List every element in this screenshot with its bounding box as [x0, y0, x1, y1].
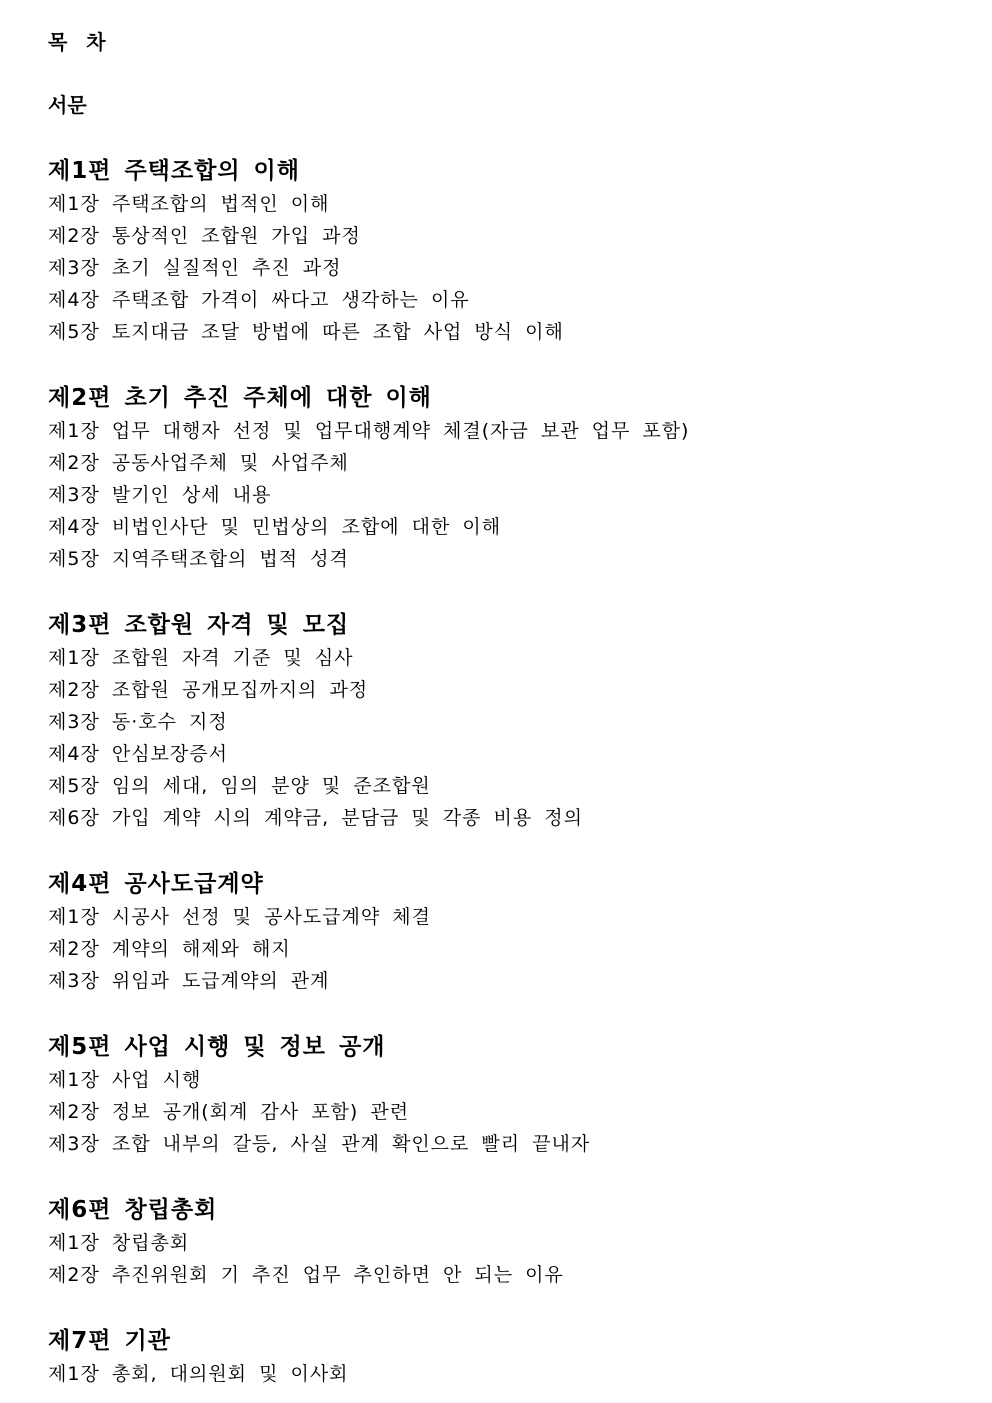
- chapter-item: 제3장 조합 내부의 갈등, 사실 관계 확인으로 빨리 끝내자: [48, 1133, 591, 1155]
- part-title: 제6편 창립총회: [48, 1197, 218, 1223]
- chapter-item: 제2장 계약의 해제와 해지: [48, 938, 291, 960]
- chapter-item: 제2장 통상적인 조합원 가입 과정: [48, 225, 361, 247]
- part-section: [48, 608, 968, 834]
- chapter-item: 제4장 주택조합 가격이 싸다고 생각하는 이유: [48, 289, 470, 311]
- part-title: 제1편 주택조합의 이해: [48, 158, 300, 184]
- part-title: 제5편 사업 시행 및 정보 공개: [48, 1034, 386, 1060]
- chapter-item: 제2장 정보 공개(회계 감사 포함) 관련: [48, 1101, 410, 1123]
- chapter-item: 제1장 시공사 선정 및 공사도급계약 체결: [48, 906, 431, 928]
- parts-list: [48, 154, 968, 1390]
- chapter-item: 제3장 초기 실질적인 추진 과정: [48, 257, 342, 279]
- chapter-item: 제4장 안심보장증서: [48, 743, 228, 765]
- part-section: [48, 1193, 968, 1291]
- chapter-item: 제1장 주택조합의 법적인 이해: [48, 193, 330, 215]
- part-title: 제7편 기관: [48, 1328, 171, 1354]
- chapter-item: 제1장 조합원 자격 기준 및 심사: [48, 647, 354, 669]
- part-title: 제4편 공사도급계약: [48, 871, 264, 897]
- chapter-item: 제3장 발기인 상세 내용: [48, 484, 272, 506]
- part-section: [48, 381, 968, 575]
- part-title: 제3편 조합원 자격 및 모집: [48, 612, 350, 638]
- chapter-item: 제1장 업무 대행자 선정 및 업무대행계약 체결(자금 보관 업무 포함): [48, 420, 690, 442]
- chapter-item: 제6장 가입 계약 시의 계약금, 분담금 및 각종 비용 정의: [48, 807, 583, 829]
- toc-title: 목 차: [48, 30, 112, 54]
- chapter-item: 제3장 위임과 도급계약의 관계: [48, 970, 330, 992]
- part-section: [48, 154, 968, 348]
- chapter-item: 제5장 지역주택조합의 법적 성격: [48, 548, 349, 570]
- chapter-item: 제2장 공동사업주체 및 사업주체: [48, 452, 349, 474]
- chapter-item: 제1장 창립총회: [48, 1232, 190, 1254]
- chapter-item: 제2장 조합원 공개모집까지의 과정: [48, 679, 369, 701]
- chapter-item: 제5장 임의 세대, 임의 분양 및 준조합원: [48, 775, 431, 797]
- chapter-item: 제3장 동·호수 지정: [48, 711, 228, 733]
- chapter-item: 제1장 사업 시행: [48, 1069, 202, 1091]
- part-title: 제2편 초기 추진 주체에 대한 이해: [48, 385, 432, 411]
- chapter-item: 제2장 추진위원회 기 추진 업무 추인하면 안 되는 이유: [48, 1264, 564, 1286]
- part-section: [48, 867, 968, 997]
- chapter-item: 제4장 비법인사단 및 민법상의 조합에 대한 이해: [48, 516, 502, 538]
- chapter-item: 제1장 총회, 대의원회 및 이사회: [48, 1363, 349, 1385]
- part-section: [48, 1030, 968, 1160]
- preface-heading: 서문: [48, 93, 87, 117]
- chapter-item: 제5장 토지대금 조달 방법에 따른 조합 사업 방식 이해: [48, 321, 564, 343]
- part-section: [48, 1324, 968, 1390]
- table-of-contents: [48, 26, 968, 1390]
